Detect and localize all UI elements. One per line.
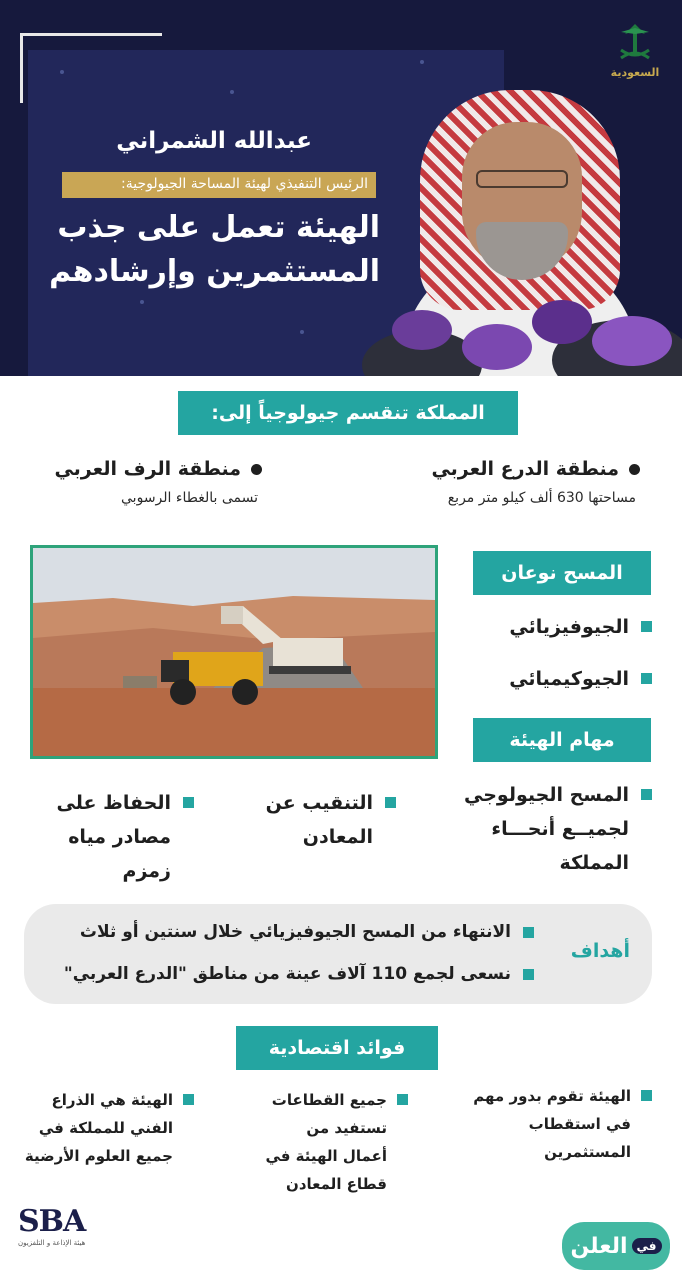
goal-item-label: الانتهاء من المسح الجيوفيزيائي خلال سنتين أو ثلاث (79, 922, 511, 942)
survey-item-label: الجيوفيزيائي (509, 616, 629, 638)
region-detail: مساحتها 630 ألف كيلو متر مربع (447, 490, 636, 506)
bullet-icon (385, 797, 396, 808)
alan-logo-main: العلن (570, 1233, 628, 1259)
headline-line: المستثمرين وإرشادهم (49, 254, 380, 289)
economic-item-label: جميع القطاعات تستفيد من أعمال الهيئة في قطاع المعادن (265, 1091, 387, 1193)
palm-swords-icon (615, 20, 655, 66)
economic-item (258, 1086, 408, 1198)
economic-item-label: الهيئة تقوم بدور مهم في استقطاب المستثمرين (473, 1087, 631, 1161)
goals-label: أهداف (570, 940, 630, 962)
region-title: منطقة الدرع العربي (431, 458, 619, 480)
sba-logo-subtitle: هيئة الإذاعة و التلفزيون (18, 1239, 86, 1247)
star-dot (230, 90, 234, 94)
bullet-icon (397, 1094, 408, 1105)
region-arabian-shelf (42, 458, 262, 506)
frame-corner (20, 33, 23, 103)
star-dot (140, 300, 144, 304)
bullet-icon (523, 969, 534, 980)
headline (30, 206, 380, 294)
goals-panel (24, 904, 652, 1004)
mining-photo (30, 545, 438, 759)
bullet-icon (641, 673, 652, 684)
bullet-icon (641, 789, 652, 800)
goal-item (80, 922, 534, 942)
headline-line: الهيئة تعمل على جذب (57, 210, 380, 245)
channel-logo-text: السعودية (610, 66, 660, 79)
bullet-icon (641, 621, 652, 632)
task-item (24, 786, 194, 888)
fil-alan-logo (562, 1222, 670, 1270)
bullet-icon (251, 464, 262, 475)
region-detail: تسمى بالغطاء الرسوبي (121, 490, 258, 506)
frame-corner (20, 33, 162, 36)
star-dot (420, 60, 424, 64)
economic-heading: فوائد اقتصادية (236, 1026, 438, 1070)
goal-item-label: نسعى لجمع 110 آلاف عينة من مناطق "الدرع العربي" (63, 964, 511, 984)
bullet-icon (523, 927, 534, 938)
task-item-label: التنقيب عن المعادن (265, 792, 373, 848)
geology-heading: المملكة تنقسم جيولوجياً إلى: (178, 391, 518, 435)
speaker-name: عبدالله الشمراني (116, 128, 312, 154)
sba-logo-mark: SBA (18, 1204, 86, 1239)
task-item (462, 778, 652, 880)
star-dot (60, 70, 64, 74)
region-arabian-shield (380, 458, 640, 506)
survey-item-label: الجيوكيميائي (509, 668, 629, 690)
bullet-icon (183, 797, 194, 808)
flower-decoration (352, 290, 682, 376)
bullet-icon (629, 464, 640, 475)
region-title: منطقة الرف العربي (54, 458, 241, 480)
hero-banner (0, 0, 682, 376)
task-item-label: المسح الجيولوجي لجميــع أنحـــاء المملكة (464, 784, 629, 874)
economic-item-label: الهيئة هي الذراع الفني للمملكة في جميع العلوم الأرضية (24, 1091, 173, 1165)
star-dot (300, 330, 304, 334)
bullet-icon (183, 1094, 194, 1105)
survey-heading: المسح نوعان (473, 551, 651, 595)
survey-item (509, 610, 652, 644)
task-item-label: الحفاظ على مصادر مياه زمزم (56, 792, 171, 882)
saudi-tv-logo (608, 20, 662, 92)
speaker-role: الرئيس التنفيذي لهيئة المساحة الجيولوجية: (62, 172, 376, 198)
goal-item (64, 964, 534, 984)
alan-logo-prefix: في (632, 1238, 662, 1254)
tasks-heading: مهام الهيئة (473, 718, 651, 762)
sba-logo (18, 1204, 98, 1264)
task-item (246, 786, 396, 854)
survey-item (509, 662, 652, 696)
economic-item (472, 1082, 652, 1166)
economic-item (24, 1086, 194, 1170)
bullet-icon (641, 1090, 652, 1101)
